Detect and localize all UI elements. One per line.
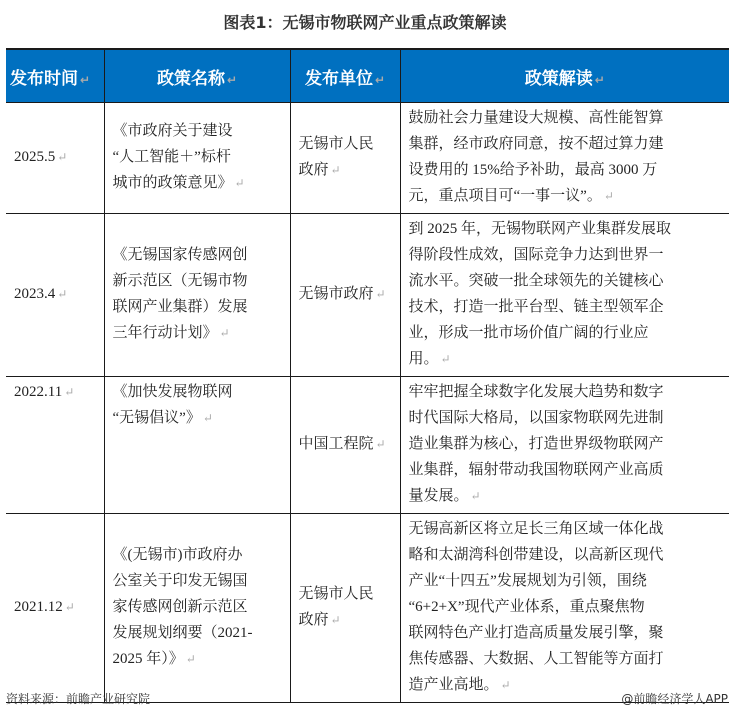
date-cell (6, 103, 104, 214)
policy-name-cell-line: 《加快发展物联网 (112, 384, 233, 400)
issuer-cell (290, 214, 400, 377)
interpretation-cell-line: 牢牢把握全球数字化发展大趋势和数字 (408, 384, 664, 400)
header-interpretation: 政策解读 ↵ (400, 49, 729, 103)
policy-name-cell-line: 城市的政策意见》 ↵ (113, 170, 286, 196)
interpretation-cell-line: 无锡高新区将立足长三角区域一体化战 (408, 521, 664, 537)
date-cell (6, 514, 104, 703)
interpretation-cell-line: 得阶段性成效，国际竞争力达到世界一 (408, 247, 664, 263)
interpretation-cell-line: 产业“十四五”发展规划为引领，围绕 (408, 573, 647, 589)
interpretation-cell-line: 造业集群为核心，打造世界级物联网产 (408, 436, 664, 452)
interpretation-cell-line: 技术，打造一批平台型、链主型领军企 (408, 299, 664, 315)
table-row (6, 377, 729, 514)
policy-name-cell (104, 514, 290, 703)
policy-name-cell-line: “无锡倡议”》 ↵ (113, 405, 286, 431)
policy-name-cell-line: 《无锡国家传感网创 (112, 247, 248, 263)
policy-name-cell (104, 377, 290, 514)
policy-table (6, 48, 729, 703)
interpretation-cell-line: 元，重点项目可“一事一议”。 ↵ (409, 183, 726, 209)
date-cell-line: 2022.11 ↵ (14, 379, 100, 405)
interpretation-cell-line: 略和太湖湾科创带建设，以高新区现代 (408, 547, 664, 563)
issuer-cell-line: 政府 ↵ (299, 157, 396, 183)
policy-name-cell (104, 214, 290, 377)
interpretation-cell (400, 103, 729, 214)
interpretation-cell-line: 用。 ↵ (409, 346, 726, 372)
issuer-cell-line: 无锡市政府 ↵ (299, 281, 396, 307)
interpretation-cell-line: 联网特色产业打造高质量发展引擎，聚 (408, 625, 664, 641)
date-cell (6, 214, 104, 377)
policy-name-cell (104, 103, 290, 214)
interpretation-cell (400, 514, 729, 703)
interpretation-cell-line: 到 2025 年，无锡物联网产业集群发展取 (408, 221, 672, 237)
header-policy-name: 政策名称 ↵ (104, 49, 290, 103)
interpretation-cell-line: 流水平。突破一批全球领先的关键核心 (408, 273, 664, 289)
interpretation-cell-line: 造产业高地。 ↵ (409, 672, 726, 698)
date-cell-line: 2025.5 ↵ (14, 144, 100, 170)
interpretation-cell (400, 377, 729, 514)
policy-name-cell-line: 公室关于印发无锡国 (112, 573, 248, 589)
issuer-cell-line: 中国工程院 ↵ (299, 431, 396, 457)
policy-name-cell-line: 三年行动计划》 ↵ (113, 320, 286, 346)
policy-name-cell-line: 发展规划纲要（2021- (112, 625, 253, 641)
date-cell-line: 2021.12 ↵ (14, 594, 100, 620)
policy-name-cell-line: 2025 年）》 ↵ (113, 646, 286, 672)
policy-name-cell-line: “人工智能＋”标杆 (112, 149, 231, 165)
table-row (6, 103, 729, 214)
table-row (6, 514, 729, 703)
issuer-cell-line: 政府 ↵ (299, 607, 396, 633)
interpretation-cell (400, 214, 729, 377)
interpretation-cell-line: 业集群，辐射带动我国物联网产业高质 (408, 462, 664, 478)
source-note: 资料来源：前瞻产业研究院 (6, 692, 151, 706)
date-cell-line: 2023.4 ↵ (14, 281, 100, 307)
table-header-row (6, 49, 729, 103)
policy-name-cell-line: 联网产业集群）发展 (112, 299, 248, 315)
brand-credit: @前瞻经济学人APP (621, 692, 728, 706)
issuer-cell (290, 514, 400, 703)
interpretation-cell-line: 鼓励社会力量建设大规模、高性能智算 (408, 110, 664, 126)
issuer-cell (290, 377, 400, 514)
policy-name-cell-line: 《市政府关于建设 (112, 123, 233, 139)
figure-title: 图表1：无锡市物联网产业重点政策解读 (223, 13, 507, 32)
interpretation-cell-line: 焦传感器、大数据、人工智能等方面打 (408, 651, 664, 667)
interpretation-cell-line: 集群，经市政府同意，按不超过算力建 (408, 136, 664, 152)
interpretation-cell-line: 业，形成一批市场价值广阔的行业应 (408, 325, 649, 341)
interpretation-cell-line: 时代国际大格局，以国家物联网先进制 (408, 410, 664, 426)
policy-name-cell-line: 新示范区（无锡市物 (112, 273, 248, 289)
issuer-cell-line: 无锡市人民 (298, 136, 374, 152)
interpretation-cell-line: 量发展。 ↵ (409, 483, 726, 509)
policy-name-cell-line: 家传感网创新示范区 (112, 599, 248, 615)
date-cell (6, 377, 104, 514)
header-date: 发布时间 ↵ (6, 49, 104, 103)
interpretation-cell-line: 设费用的 15%给予补助，最高 3000 万 (408, 162, 658, 178)
header-issuer: 发布单位 ↵ (290, 49, 400, 103)
table-row (6, 214, 729, 377)
interpretation-cell-line: “6+2+X”现代产业体系，重点聚焦物 (408, 599, 645, 615)
issuer-cell (290, 103, 400, 214)
policy-name-cell-line: 《(无锡市)市政府办 (112, 547, 243, 563)
issuer-cell-line: 无锡市人民 (298, 586, 374, 602)
